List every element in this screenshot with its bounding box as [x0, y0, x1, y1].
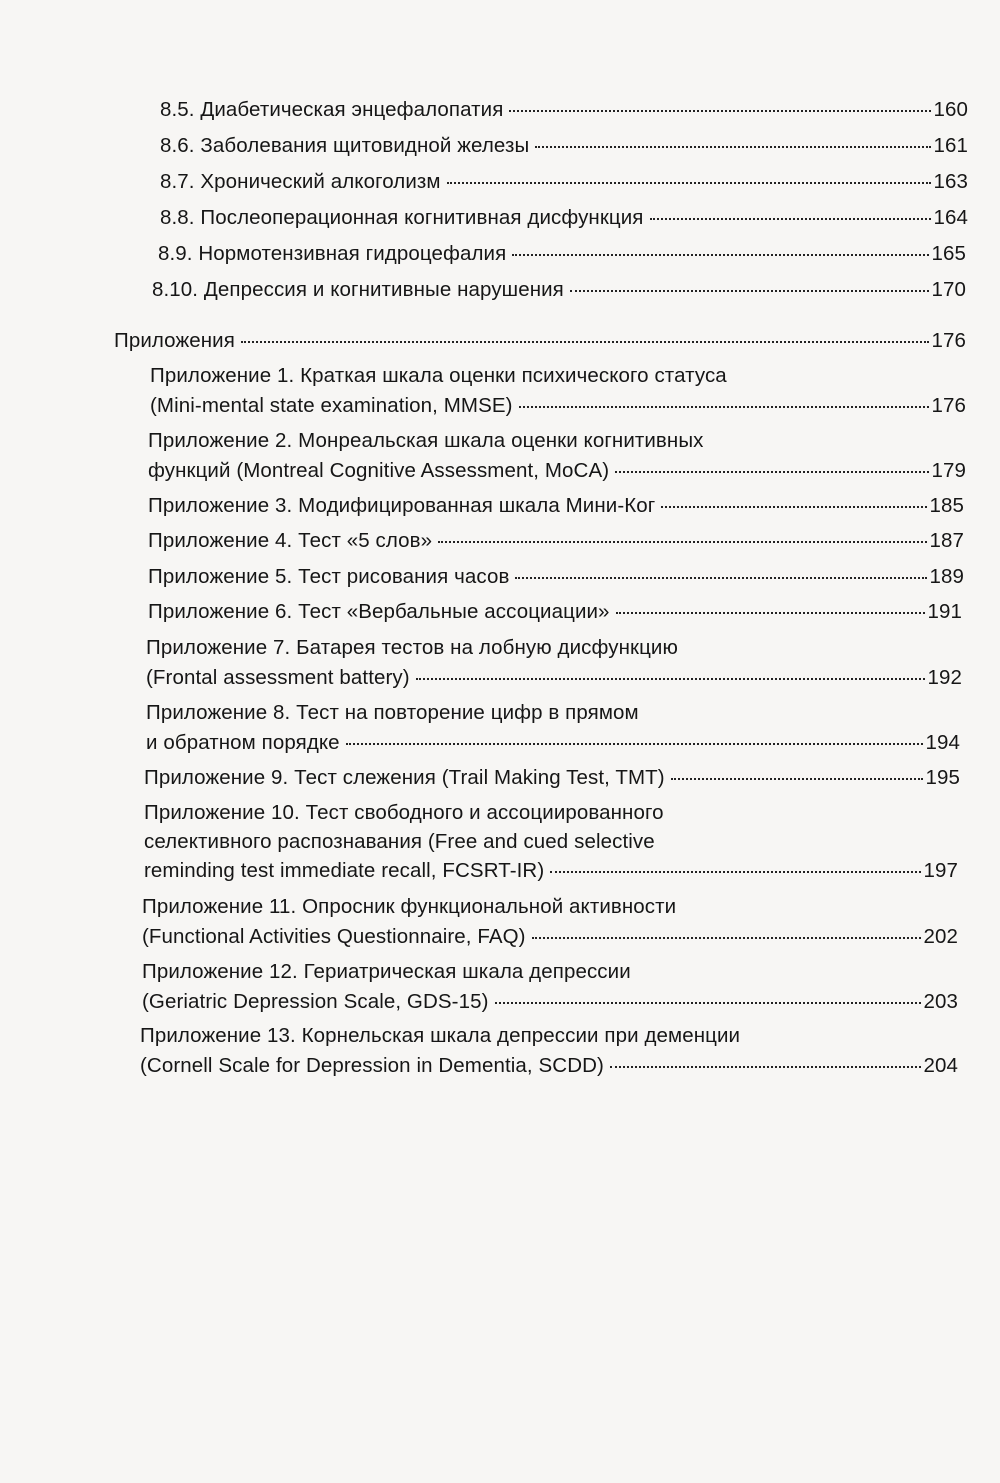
appendix-title-line: Приложение 11. Опросник функциональной активности	[142, 895, 677, 918]
toc-entry-appendix-10[interactable]	[144, 799, 958, 885]
dot-leader	[570, 290, 930, 292]
toc-entry-8-7[interactable]	[160, 168, 968, 196]
page-number: 164	[933, 206, 968, 229]
toc-entry-appendix-12[interactable]	[142, 958, 958, 1016]
section-number: 8.7.	[160, 170, 195, 193]
toc-entry-appendices[interactable]	[114, 327, 966, 355]
toc-entry-appendix-4[interactable]	[148, 527, 964, 555]
appendix-title-line: Приложение 5. Тест рисования часов	[148, 565, 510, 588]
section-number: 8.9.	[158, 242, 193, 265]
page-number: 165	[931, 242, 966, 265]
toc-entry-8-6[interactable]	[160, 132, 968, 160]
appendix-title-line: Приложение 8. Тест на повторение цифр в прямом	[146, 701, 639, 724]
toc-entry-8-5[interactable]	[160, 96, 968, 124]
page-number: 179	[931, 459, 966, 482]
dot-leader	[346, 743, 924, 745]
appendix-title-line: (Frontal assessment battery)	[146, 666, 410, 689]
dot-leader	[615, 471, 929, 473]
toc-entry-appendix-13[interactable]	[140, 1022, 958, 1080]
dot-leader	[532, 937, 922, 939]
toc-entry-appendix-1[interactable]	[150, 362, 966, 420]
toc-entry-appendix-7[interactable]	[146, 634, 962, 692]
page-number: 176	[931, 394, 966, 417]
toc-entry-appendix-2[interactable]	[148, 427, 966, 485]
toc-entry-8-9[interactable]	[158, 240, 966, 268]
dot-leader	[495, 1002, 922, 1004]
dot-leader	[661, 506, 927, 508]
dot-leader	[650, 218, 932, 220]
dot-leader	[610, 1066, 922, 1068]
toc-entry-appendix-5[interactable]	[148, 563, 964, 591]
section-title: Депрессия и когнитивные нарушения	[203, 278, 564, 301]
toc-entry-appendix-11[interactable]	[142, 893, 958, 951]
toc-entry-appendix-8[interactable]	[146, 699, 960, 757]
appendix-title-line: Приложение 9. Тест слежения (Trail Making Test, TMT)	[144, 766, 665, 789]
section-number: 8.10.	[152, 278, 199, 301]
section-title: Нормотензивная гидроцефалия	[198, 242, 507, 265]
appendix-title-line: Приложение 12. Гериатрическая шкала депрессии	[142, 960, 631, 983]
section-title: Заболевания щитовидной железы	[200, 134, 530, 157]
page-number: 203	[923, 990, 958, 1013]
section-number: 8.5.	[160, 98, 195, 121]
appendix-title-line: Приложение 2. Монреальская шкала оценки когнитивных	[148, 429, 704, 452]
appendix-title-line: и обратном порядке	[146, 731, 340, 754]
page-number: 185	[929, 494, 964, 517]
page-number: 202	[923, 925, 958, 948]
page-number: 187	[929, 529, 964, 552]
dot-leader	[515, 577, 927, 579]
page-number: 161	[933, 134, 968, 157]
appendix-title-line: (Functional Activities Questionnaire, FAQ)	[142, 925, 526, 948]
appendix-title-line: Приложение 1. Краткая шкала оценки психического статуса	[150, 364, 727, 387]
page-number: 160	[933, 98, 968, 121]
dot-leader	[616, 612, 926, 614]
appendix-title-line: Приложение 3. Модифицированная шкала Мини-Ког	[148, 494, 656, 517]
dot-leader	[241, 341, 930, 343]
page-number: 191	[927, 600, 962, 623]
dot-leader	[509, 110, 931, 112]
appendix-title-line: (Mini-mental state examination, MMSE)	[150, 394, 513, 417]
section-number: 8.8.	[160, 206, 195, 229]
toc-entry-appendix-3[interactable]	[148, 492, 964, 520]
section-title: Хронический алкоголизм	[200, 170, 441, 193]
toc-entry-8-8[interactable]	[160, 204, 968, 232]
appendix-title-line: Приложение 4. Тест «5 слов»	[148, 529, 433, 552]
appendix-title-line: функций (Montreal Cognitive Assessment, MoCA)	[148, 459, 610, 482]
page-number: 204	[923, 1054, 958, 1077]
appendices-title: Приложения	[114, 329, 235, 352]
appendix-title-line: Приложение 10. Тест свободного и ассоциированного	[144, 801, 664, 824]
page-number: 194	[925, 731, 960, 754]
dot-leader	[512, 254, 929, 256]
toc-entry-appendix-6[interactable]	[148, 598, 962, 626]
appendix-title-line: (Cornell Scale for Depression in Dementia, SCDD)	[140, 1054, 604, 1077]
toc-entry-appendix-9[interactable]	[144, 764, 960, 792]
dot-leader	[671, 778, 924, 780]
page-number: 195	[925, 766, 960, 789]
page-number: 163	[933, 170, 968, 193]
dot-leader	[550, 871, 921, 873]
page-number: 192	[927, 666, 962, 689]
dot-leader	[519, 406, 930, 408]
page-number: 170	[931, 278, 966, 301]
page-number: 197	[923, 859, 958, 882]
section-number: 8.6.	[160, 134, 195, 157]
section-title: Послеоперационная когнитивная дисфункция	[200, 206, 644, 229]
appendix-title-line: Приложение 6. Тест «Вербальные ассоциации»	[148, 600, 610, 623]
appendix-title-line: Приложение 13. Корнельская шкала депрессии при деменции	[140, 1024, 741, 1047]
dot-leader	[447, 182, 932, 184]
appendix-title-line: селективного распознавания (Free and cued selective	[144, 830, 655, 853]
page-number: 189	[929, 565, 964, 588]
appendix-title-line: reminding test immediate recall, FCSRT-IR)	[144, 859, 545, 882]
appendix-title-line: Приложение 7. Батарея тестов на лобную дисфункцию	[146, 636, 678, 659]
page-number: 176	[931, 329, 966, 352]
dot-leader	[438, 541, 927, 543]
toc-entry-8-10[interactable]	[152, 276, 966, 304]
section-title: Диабетическая энцефалопатия	[200, 98, 504, 121]
appendix-title-line: (Geriatric Depression Scale, GDS-15)	[142, 990, 489, 1013]
dot-leader	[535, 146, 931, 148]
dot-leader	[416, 678, 926, 680]
